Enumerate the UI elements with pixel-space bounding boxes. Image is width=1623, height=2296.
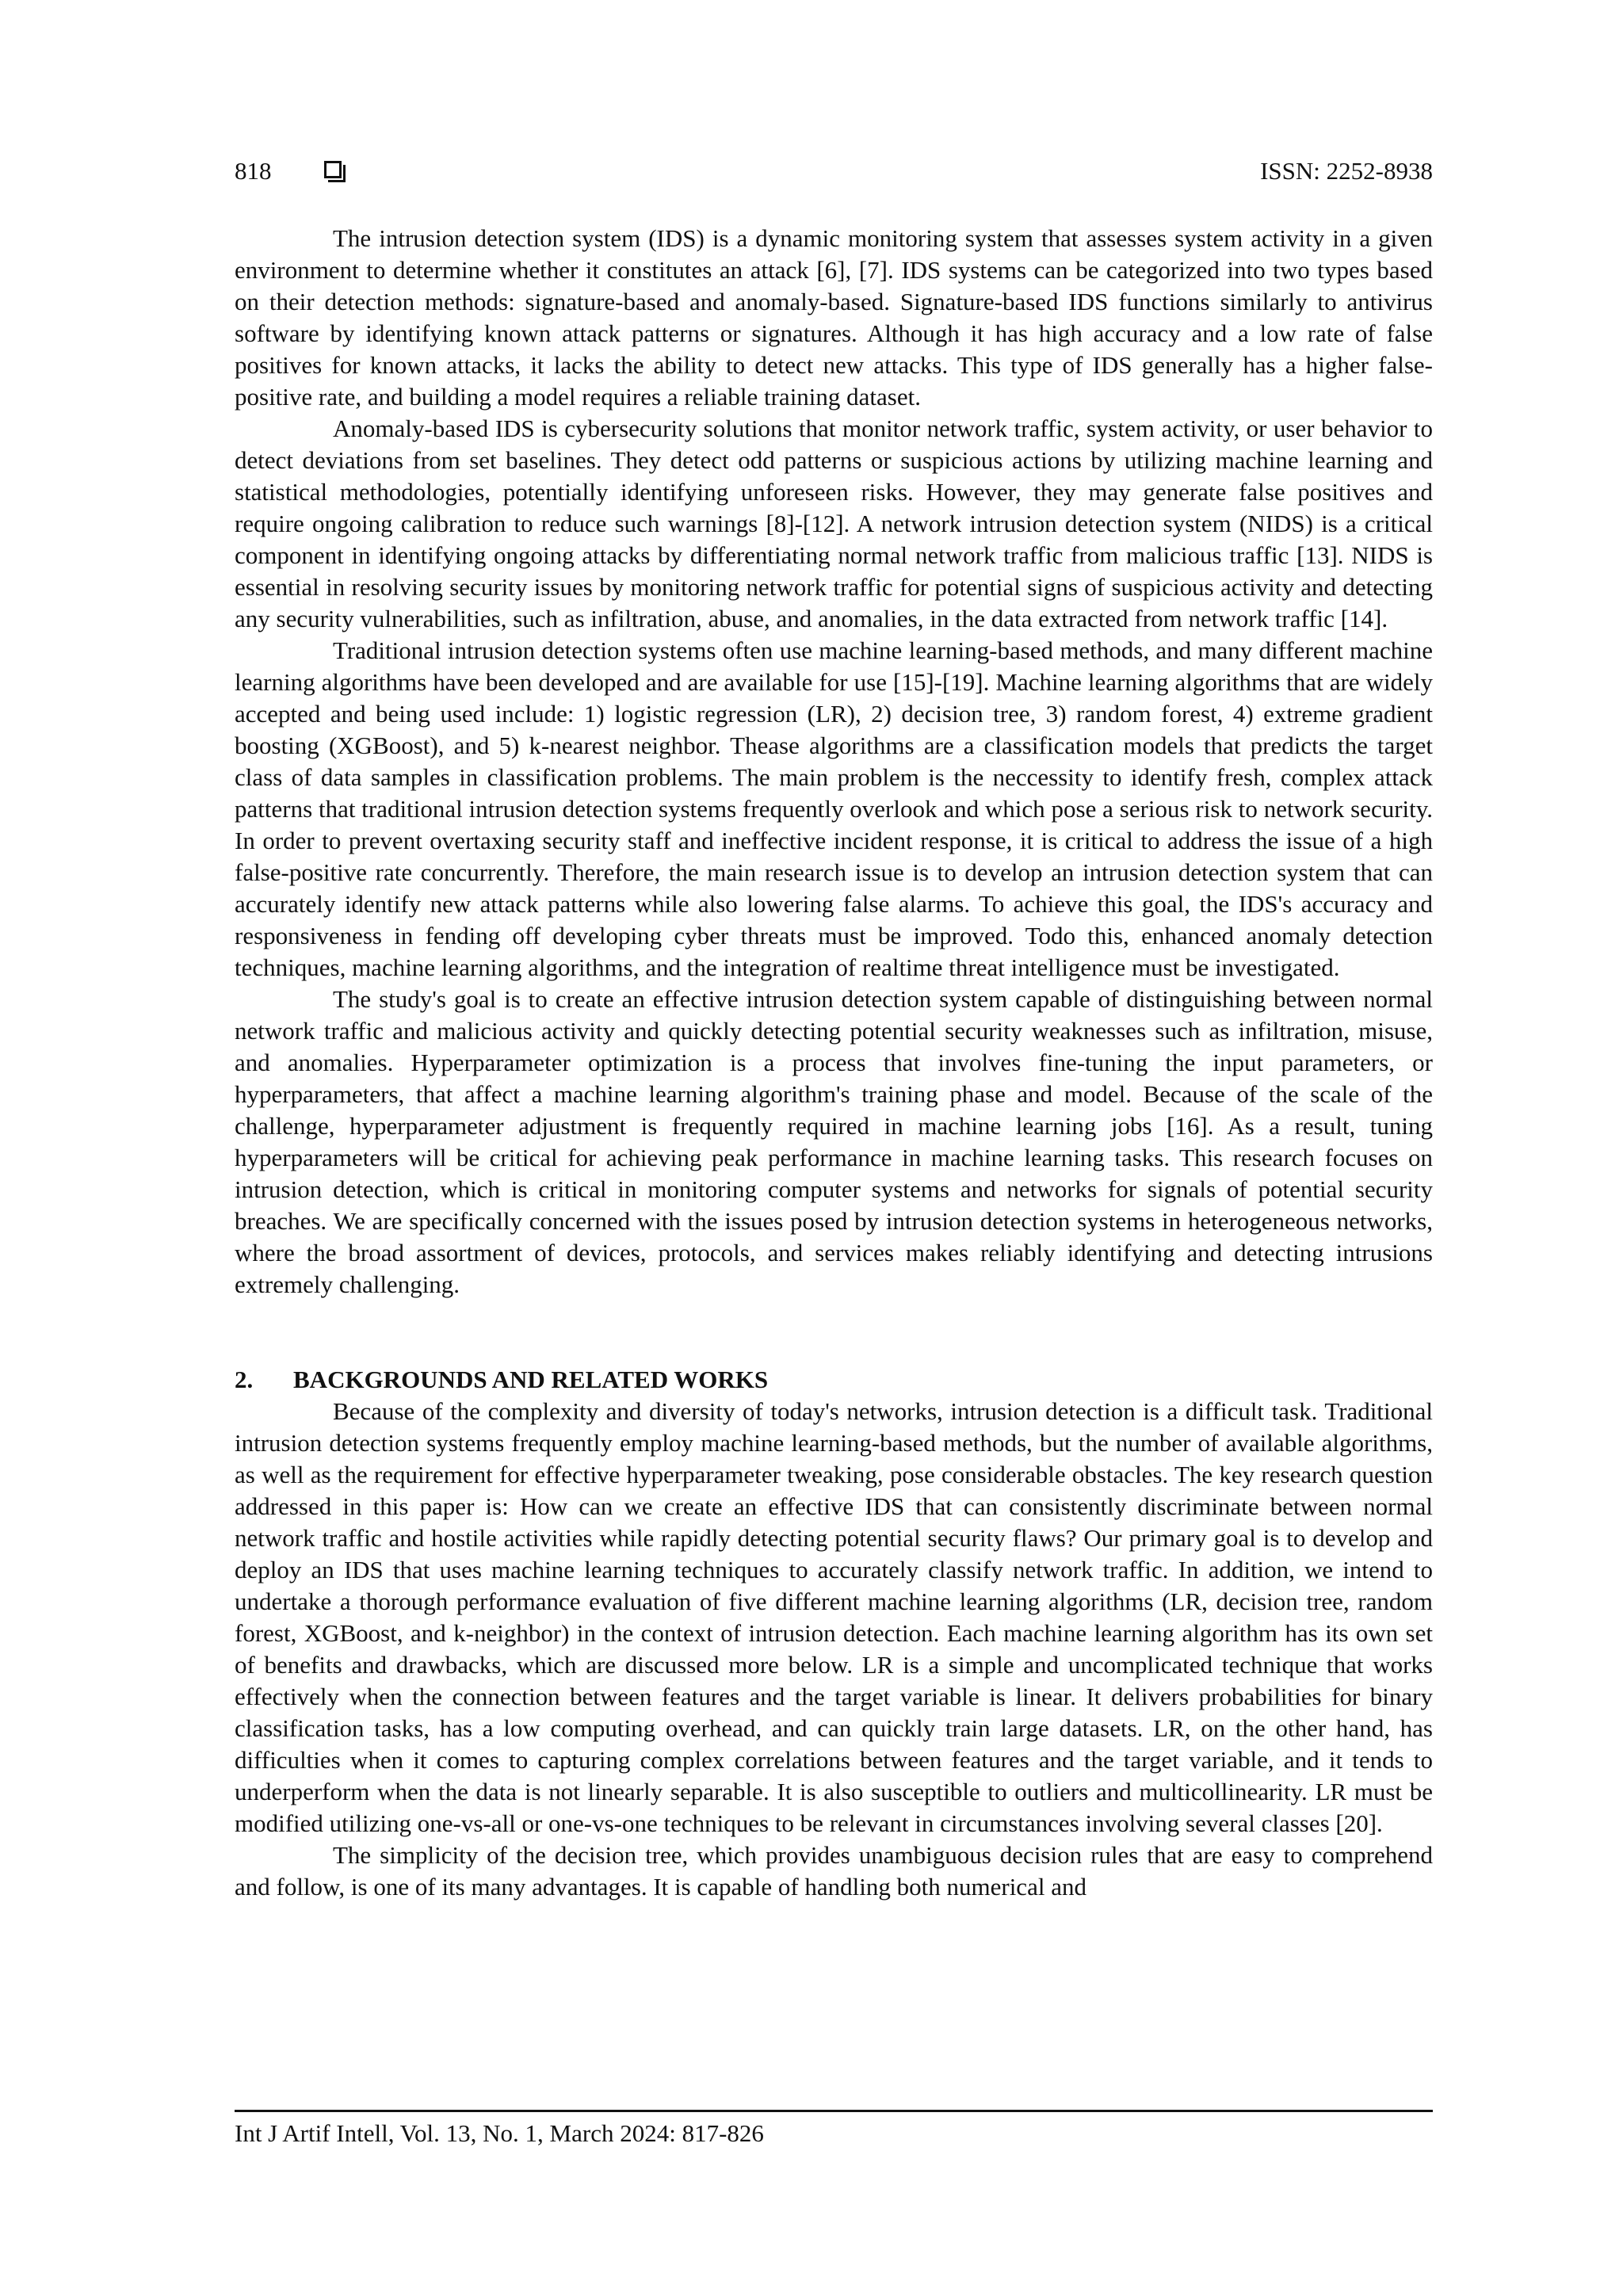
section-heading [235,1364,1433,1396]
page-number: 818 [235,157,272,185]
issn-label: ISSN: 2252-8938 [1260,157,1433,185]
body-text [235,223,1433,1903]
footer-divider [235,2110,1433,2112]
paragraph: Anomaly-based IDS is cybersecurity solutions that monitor network traffic, system activity, or user behavior to detect deviations from set baselines. They detect odd patterns or suspicious actions by utilizing machine learning and statistical methodologies, potentially identifying unforeseen risks. However, they may generate false positives and require ongoing calibration to reduce such warnings [8]-[12]. A network intrusion detection system (NIDS) is a critical component in identifying ongoing attacks by differentiating normal network traffic from malicious traffic [13]. NIDS is essential in resolving security issues by monitoring network traffic for potential signs of suspicious activity and detecting any security vulnerabilities, such as infiltration, abuse, and anomalies, in the data extracted from network traffic [14]. [235,415,1433,632]
paragraph: The intrusion detection system (IDS) is a dynamic monitoring system that assesses system activity in a given environment to determine whether it constitutes an attack [6], [7]. IDS systems can be categorized into two types based on their detection methods: signature-based and anomaly-based. Signature-based IDS functions similarly to antivirus software by identifying known attack patterns or signatures. Although it has high accuracy and a low rate of false positives for known attacks, it lacks the ability to detect new attacks. This type of IDS generally has a higher false-positive rate, and building a model requires a reliable training dataset. [235,224,1433,411]
paragraph: Traditional intrusion detection systems often use machine learning-based methods, and many different machine learning algorithms have been developed and are available for use [15]-[19]. Machine learning algorithms that are widely accepted and being used include: 1) logistic regression (LR), 2) decision tree, 3) random forest, 4) extreme gradient boosting (XGBoost), and 5) k-nearest neighbor. Thease algorithms are a classification models that predicts the target class of data samples in classification problems. The main problem is the neccessity to identify fresh, complex attack patterns that traditional intrusion detection systems frequently overlook and which pose a serious risk to network security. In order to prevent overtaxing security staff and ineffective incident response, it is critical to address the issue of a high false-positive rate concurrently. Therefore, the main research issue is to develop an intrusion detection system that can accurately identify new attack patterns while also lowering false alarms. To achieve this goal, the IDS's accuracy and responsiveness in fending off developing cyber threats must be improved. Todo this, enhanced anomaly detection techniques, machine learning algorithms, and the integration of realtime threat intelligence must be investigated. [235,636,1433,981]
footer-citation: Int J Artif Intell, Vol. 13, No. 1, March 2024: 817-826 [235,2119,764,2147]
paragraph: The study's goal is to create an effective intrusion detection system capable of distinguishing between normal network traffic and malicious activity and quickly detecting potential security weaknesses such as infiltration, misuse, and anomalies. Hyperparameter optimization is a process that involves fine-tuning the input parameters, or hyperparameters, that affect a machine learning algorithm's training phase and model. Because of the scale of the challenge, hyperparameter adjustment is frequently required in machine learning jobs [16]. As a result, tuning hyperparameters will be critical for achieving peak performance in machine learning tasks. This research focuses on intrusion detection, which is critical in monitoring computer systems and networks for signals of potential security breaches. We are specifically concerned with the issues posed by intrusion detection systems in heterogeneous networks, where the broad assortment of devices, protocols, and services makes reliably identifying and detecting intrusions extremely challenging. [235,985,1433,1298]
paragraph: Because of the complexity and diversity of today's networks, intrusion detection is a difficult task. Traditional intrusion detection systems frequently employ machine learning-based methods, but the number of available algorithms, as well as the requirement for effective hyperparameter tweaking, pose considerable obstacles. The key research question addressed in this paper is: How can we create an effective IDS that can consistently discriminate between normal network traffic and hostile activities while rapidly detecting potential security flaws? Our primary goal is to develop and deploy an IDS that uses machine learning techniques to accurately classify network traffic. In addition, we intend to undertake a thorough performance evaluation of five different machine learning algorithms (LR, decision tree, random forest, XGBoost, and k-neighbor) in the context of intrusion detection. Each machine learning algorithm has its own set of benefits and drawbacks, which are discussed more below. LR is a simple and uncomplicated technique that works effectively when the connection between features and the target variable is linear. It delivers probabilities for binary classification tasks, has a low computing overhead, and can quickly train large datasets. LR, on the other hand, has difficulties when it comes to capturing complex correlations between features and the target variable, and it tends to underperform when the data is not linearly separable. It is also susceptible to outliers and multicollinearity. LR must be modified utilizing one-vs-all or one-vs-one techniques to be relevant in circumstances involving several classes [20]. [235,1397,1433,1837]
section-title: BACKGROUNDS AND RELATED WORKS [293,1366,769,1393]
section-number: 2. [235,1366,254,1393]
paragraph: The simplicity of the decision tree, which provides unambiguous decision rules that are easy to comprehend and follow, is one of its many advantages. It is capable of handling both numerical and [235,1841,1433,1901]
checkbox-square-icon [324,161,342,178]
